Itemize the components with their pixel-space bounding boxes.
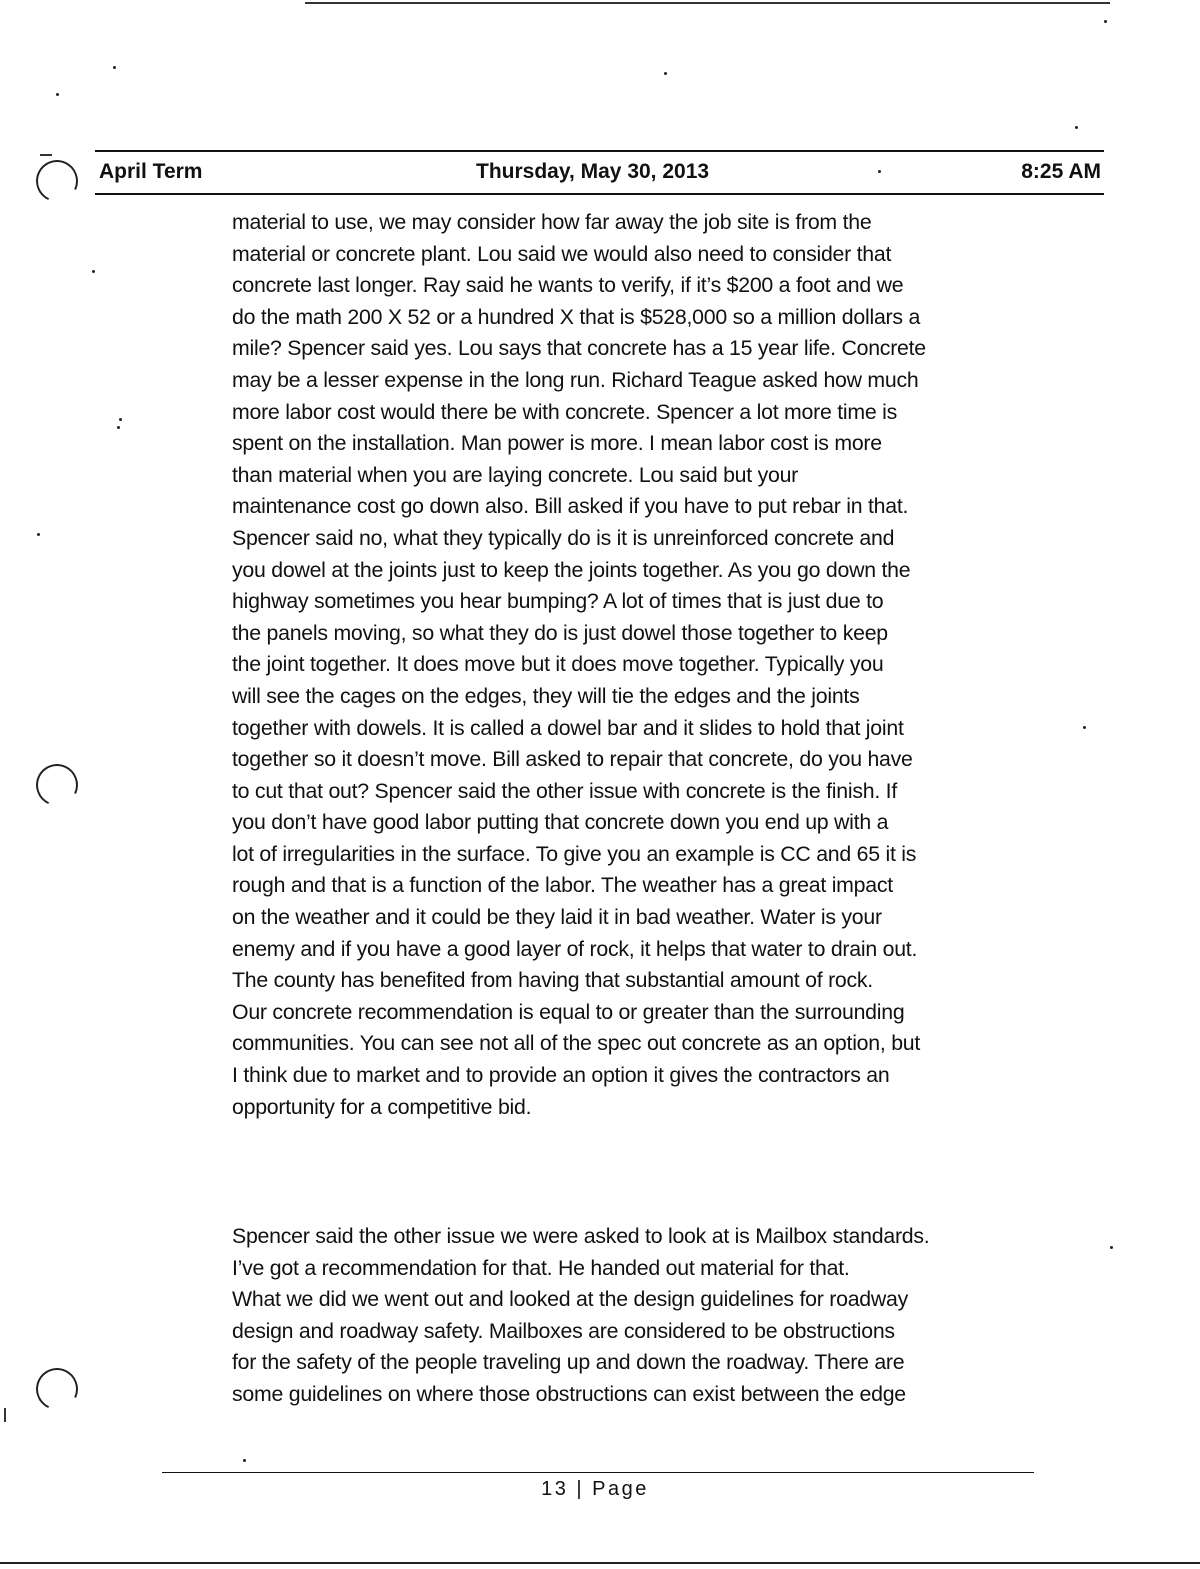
text-line: on the weather and it could be they laid it in bad weather. Water is your: [232, 905, 882, 930]
footer-rule: [162, 1472, 1034, 1473]
minutes-paragraph: [232, 1221, 1062, 1411]
minutes-paragraph: [232, 207, 1062, 1123]
text-line: I think due to market and to provide an option it gives the contractors an: [232, 1063, 890, 1088]
header-rule: [95, 193, 1104, 195]
text-line: do the math 200 X 52 or a hundred X that is $528,000 so a million dollars a: [232, 304, 921, 329]
scan-speck: [243, 1459, 246, 1462]
text-line: you dowel at the joints just to keep the joints together. As you go down the: [232, 557, 911, 582]
scan-speck: [113, 66, 116, 69]
scan-mark: [4, 1408, 6, 1422]
text-line: together so it doesn’t move. Bill asked to repair that concrete, do you have: [232, 747, 913, 772]
text-line: opportunity for a competitive bid.: [232, 1094, 532, 1119]
scan-speck: [1104, 20, 1107, 23]
scan-speck: [1075, 126, 1078, 129]
text-line: for the safety of the people traveling up and down the roadway. There are: [232, 1350, 905, 1375]
punch-hole-icon: [30, 154, 84, 208]
scan-speck: [1110, 1246, 1113, 1249]
text-line: to cut that out? Spencer said the other issue with concrete is the finish. If: [232, 778, 897, 803]
punch-hole-icon: [30, 1362, 84, 1416]
text-line: material or concrete plant. Lou said we would also need to consider that: [232, 241, 892, 266]
text-line: Our concrete recommendation is equal to or greater than the surrounding: [232, 999, 905, 1024]
text-line: some guidelines on where those obstructions can exist between the edge: [232, 1381, 906, 1406]
text-line: rough and that is a function of the labor. The weather has a great impact: [232, 873, 893, 898]
text-line: enemy and if you have a good layer of rock, it helps that water to drain out.: [232, 936, 918, 961]
text-line: you don’t have good labor putting that concrete down you end up with a: [232, 810, 889, 835]
scan-speck: [117, 426, 120, 429]
text-line: The county has benefited from having that substantial amount of rock.: [232, 968, 873, 993]
text-line: concrete last longer. Ray said he wants to verify, if it’s $200 a foot and we: [232, 273, 904, 298]
text-line: spent on the installation. Man power is more. I mean labor cost is more: [232, 431, 882, 456]
text-line: will see the cages on the edges, they will tie the edges and the joints: [232, 683, 860, 708]
scan-speck: [1083, 726, 1086, 729]
scan-mark: [40, 154, 52, 156]
scan-edge-bottom: [0, 1562, 1200, 1564]
scan-edge-top: [305, 2, 1110, 4]
text-line: may be a lesser expense in the long run. Richard Teague asked how much: [232, 367, 919, 392]
text-line: together with dowels. It is called a dowel bar and it slides to hold that joint: [232, 715, 904, 740]
scan-speck: [92, 270, 95, 273]
text-line: I’ve got a recommendation for that. He handed out material for that.: [232, 1255, 850, 1280]
term-label: April Term: [99, 160, 203, 183]
text-line: material to use, we may consider how far away the job site is from the: [232, 210, 872, 234]
text-line: mile? Spencer said yes. Lou says that concrete has a 15 year life. Concrete: [232, 336, 926, 361]
text-line: the panels moving, so what they do is just dowel those together to keep: [232, 620, 888, 645]
scan-speck: [878, 170, 881, 173]
punch-hole-icon: [30, 758, 84, 812]
scan-speck: [37, 533, 40, 536]
text-line: the joint together. It does move but it does move together. Typically you: [232, 652, 884, 677]
text-line: lot of irregularities in the surface. To give you an example is CC and 65 it is: [232, 841, 917, 866]
scan-speck: [56, 93, 59, 96]
meeting-date: Thursday, May 30, 2013: [476, 160, 710, 183]
text-line: design and roadway safety. Mailboxes are considered to be obstructions: [232, 1318, 895, 1343]
text-line: Spencer said no, what they typically do is it is unreinforced concrete and: [232, 525, 895, 550]
text-line: than material when you are laying concrete. Lou said but your: [232, 462, 799, 487]
text-line: highway sometimes you hear bumping? A lot of times that is just due to: [232, 589, 884, 614]
text-line: communities. You can see not all of the spec out concrete as an option, but: [232, 1031, 921, 1056]
meeting-time: 8:25 AM: [1021, 160, 1101, 183]
text-line: maintenance cost go down also. Bill asked if you have to put rebar in that.: [232, 494, 909, 519]
header-rule: [95, 150, 1104, 152]
scan-speck: [119, 418, 122, 421]
page-number: 13 | Page: [541, 1478, 649, 1500]
scan-speck: [664, 72, 667, 75]
text-line: more labor cost would there be with concrete. Spencer a lot more time is: [232, 399, 897, 424]
text-line: Spencer said the other issue we were asked to look at is Mailbox standards.: [232, 1224, 930, 1248]
text-line: What we did we went out and looked at the design guidelines for roadway: [232, 1287, 909, 1312]
